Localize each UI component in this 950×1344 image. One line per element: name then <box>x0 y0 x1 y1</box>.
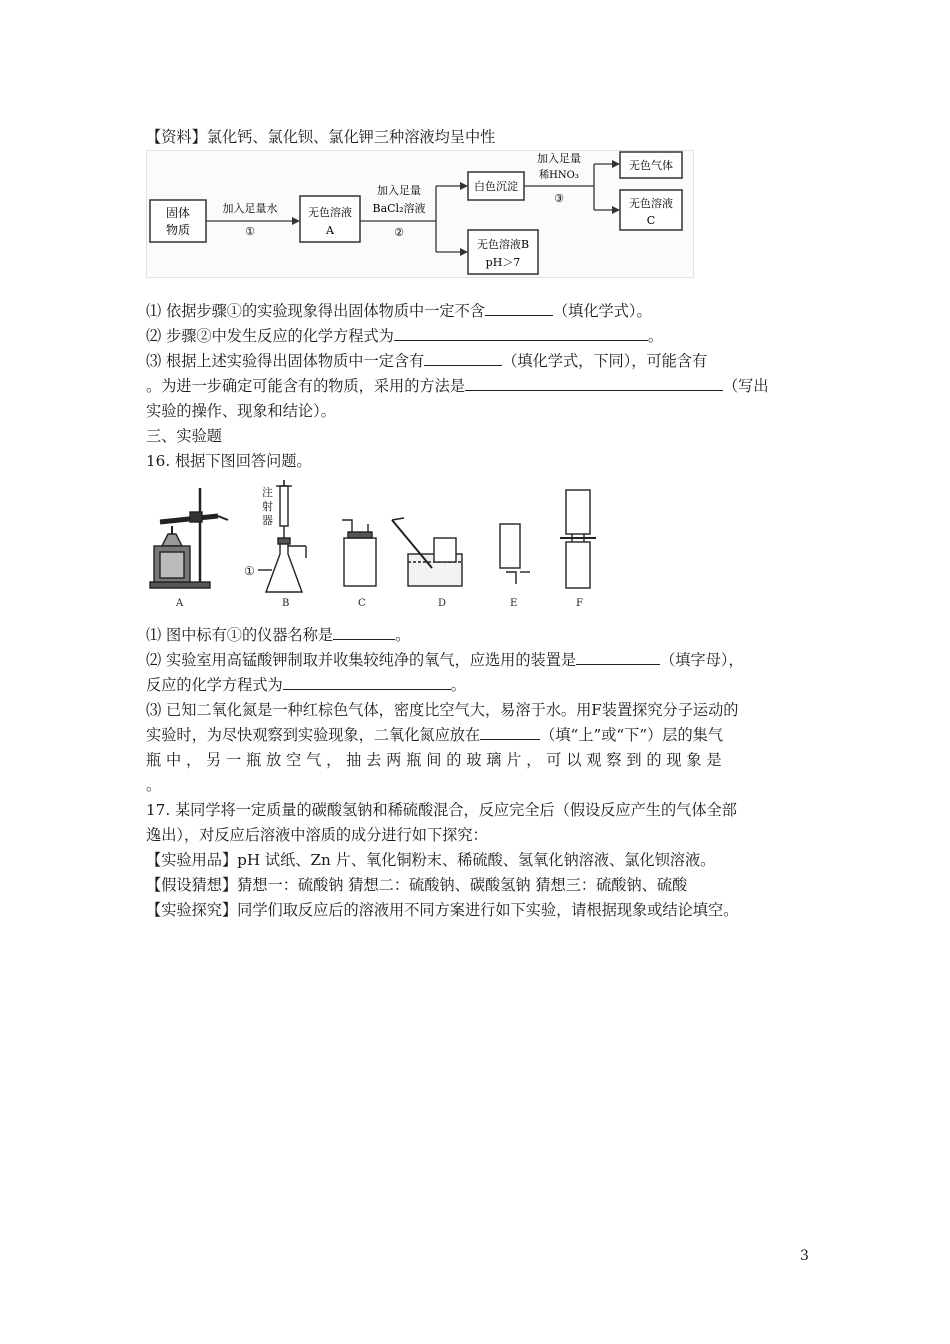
solid-text-2: 物质 <box>165 223 191 237</box>
gas-text: 无色气体 <box>629 159 673 172</box>
page-number: 3 <box>800 1248 809 1264</box>
label-f: F <box>576 598 583 609</box>
q15-part1 <box>146 301 652 321</box>
apparatus-c <box>342 520 376 586</box>
label-e: E <box>510 598 518 609</box>
q16-p2-d: 。 <box>450 676 466 694</box>
q15-p2-a: ⑵ 步骤②中发生反应的化学方程式为 <box>146 327 394 345</box>
solution-a-text-2: A <box>326 224 334 237</box>
q16-p1-b: 。 <box>395 626 411 644</box>
q16-part3-cont <box>146 725 723 745</box>
solid-text-1: 固体 <box>165 206 191 220</box>
arrow1-label: 加入足量水 <box>222 202 278 215</box>
q15-p3-c: 。为进一步确定可能含有的物质，采用的方法是 <box>146 377 465 395</box>
label-a: A <box>176 598 184 609</box>
answer-blank[interactable] <box>283 675 451 690</box>
answer-blank[interactable] <box>465 376 723 391</box>
solution-b-text-2: pH＞7 <box>485 256 521 269</box>
apparatus-e <box>500 524 530 584</box>
answer-blank[interactable] <box>576 650 660 665</box>
q16-p2-c: 反应的化学方程式为 <box>146 676 283 694</box>
q16-p3-b: 实验时，为尽快观察到实验现象，二氧化氮应放在 <box>146 726 481 744</box>
q16-p3-a: ⑶ 已知二氧化氮是一种红棕色气体，密度比空气大，易溶于水。用F装置探究分子运动的 <box>146 701 739 719</box>
arrow3-label-1: 加入足量 <box>537 152 581 165</box>
mark-1: ① <box>244 564 255 578</box>
solution-c-text-2: C <box>646 214 656 227</box>
label-b: B <box>282 598 290 609</box>
arrow1-step: ① <box>245 225 255 238</box>
q16-part2 <box>146 650 744 670</box>
q16-title: 16. 根据下图回答问题。 <box>146 452 312 470</box>
q15-p3-e: 实验的操作、现象和结论）。 <box>146 402 336 420</box>
arrow2-label-1: 加入足量 <box>377 184 421 197</box>
arrow2-step: ② <box>394 226 404 239</box>
q17-line2: 逸出），对反应后溶液中溶质的成分进行如下探究： <box>146 826 488 844</box>
q15-p3-a: ⑶ 根据上述实验得出固体物质中一定含有 <box>146 352 425 370</box>
arrow3-label-2: 稀HNO₃ <box>539 170 579 181</box>
white-precipitate-text: 白色沉淀 <box>474 180 518 193</box>
q17-line5: 【实验探究】同学们取反应后的溶液用不同方案进行如下实验，请根据现象或结论填空。 <box>146 901 739 919</box>
q15-part3 <box>146 351 707 371</box>
flow-diagram <box>146 150 694 278</box>
q17-line1: 17. 某同学将一定质量的碳酸氢钠和稀硫酸混合，反应完全后（假设反应产生的气体全部 <box>146 801 737 819</box>
label-d: D <box>438 598 447 609</box>
apparatus-diagram <box>146 476 606 616</box>
q16-p2-b: （填字母）， <box>660 651 744 669</box>
q15-p1-a: ⑴ 依据步骤①的实验现象得出固体物质中一定不含 <box>146 302 485 320</box>
q15-p3-b: （填化学式，下同），可能含有 <box>502 352 708 370</box>
answer-blank[interactable] <box>424 351 502 366</box>
q15-p3-d: （写出 <box>722 377 769 395</box>
label-c: C <box>358 598 366 609</box>
q17-line3: 【实验用品】pH 试纸、Zn 片、氧化铜粉末、稀硫酸、氢氧化钠溶液、氯化钡溶液。 <box>146 851 716 869</box>
q16-p3-c: （填“上”或“下”）层的集气 <box>540 726 724 744</box>
solution-a-text-1: 无色溶液 <box>308 206 352 219</box>
q15-part2 <box>146 326 663 346</box>
info-line: 【资料】氯化钙、氯化钡、氯化钾三种溶液均呈中性 <box>146 128 496 146</box>
q16-p3-e: 。 <box>146 776 162 794</box>
syringe-label-3: 器 <box>262 514 273 527</box>
answer-blank[interactable] <box>480 725 540 740</box>
apparatus-a <box>150 488 228 588</box>
q16-p3-d: 瓶 中 ， 另 一 瓶 放 空 气 ， 抽 去 两 瓶 间 的 玻 璃 片 ， 可 以 观 察 到 的 现 象 是 <box>146 751 722 769</box>
answer-blank[interactable] <box>333 625 395 640</box>
q16-part2-cont <box>146 675 466 695</box>
arrow3-step: ③ <box>554 192 564 205</box>
q16-p1-a: ⑴ 图中标有①的仪器名称是 <box>146 626 334 644</box>
solution-b-text-1: 无色溶液B <box>476 238 530 251</box>
solution-c-text-1: 无色溶液 <box>629 197 673 210</box>
apparatus-f <box>560 490 596 588</box>
q17-line4: 【假设猜想】猜想一：硫酸钠 猜想二：硫酸钠、碳酸氢钠 猜想三：硫酸钠、硫酸 <box>146 876 688 894</box>
section-title: 三、实验题 <box>146 427 222 445</box>
q15-part3-cont <box>146 376 769 396</box>
q15-p2-b: 。 <box>647 327 664 345</box>
arrow2-label-2: BaCl₂溶液 <box>372 202 426 215</box>
q16-part1 <box>146 625 410 645</box>
apparatus-d <box>392 518 462 586</box>
answer-blank[interactable] <box>394 326 648 341</box>
syringe-label-2: 射 <box>262 500 273 513</box>
syringe-label-1: 注 <box>262 486 273 499</box>
answer-blank[interactable] <box>485 301 553 316</box>
q15-p1-b: （填化学式）。 <box>552 302 652 320</box>
q16-p2-a: ⑵ 实验室用高锰酸钾制取并收集较纯净的氧气，应选用的装置是 <box>146 651 577 669</box>
